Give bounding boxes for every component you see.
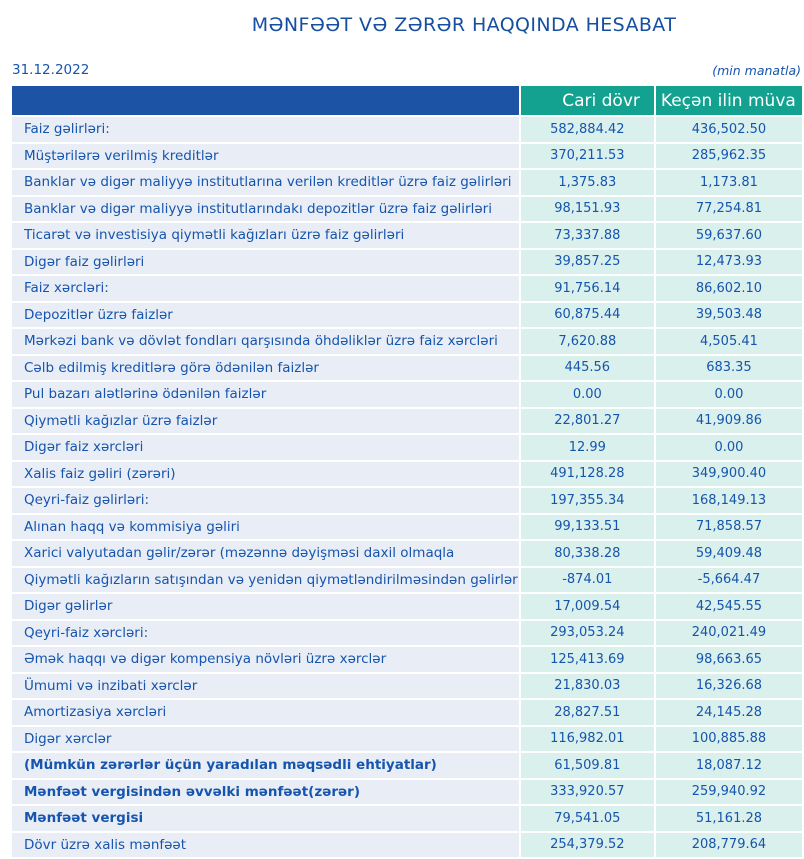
- row-value-previous: 12,473.93: [656, 250, 802, 275]
- table-row: [12, 674, 802, 699]
- row-label-cell: [12, 250, 519, 275]
- table-row: [12, 303, 802, 328]
- row-value-current: 98,151.93: [521, 197, 654, 222]
- row-value-previous: 86,602.10: [656, 276, 802, 301]
- row-label-cell: [12, 488, 519, 513]
- row-label-cell: [12, 674, 519, 699]
- table-row: [12, 780, 802, 805]
- row-label: Müştərilərə verilmiş kreditlər: [24, 147, 219, 164]
- row-label: Digər xərclər: [24, 730, 112, 747]
- row-label: Banklar və digər maliyyə institutlarına verilən kreditlər üzrə faiz gəlirləri: [24, 174, 512, 191]
- row-value-previous: -5,664.47: [656, 568, 802, 593]
- row-label-cell: [12, 356, 519, 381]
- table-row: [12, 568, 802, 593]
- table-row: [12, 382, 802, 407]
- row-value-previous: 39,503.48: [656, 303, 802, 328]
- row-label: Faiz gəlirləri:: [24, 121, 110, 138]
- row-value-current: 39,857.25: [521, 250, 654, 275]
- row-label-cell: [12, 568, 519, 593]
- row-label-cell: [12, 382, 519, 407]
- row-value-current: 91,756.14: [521, 276, 654, 301]
- report-date: 31.12.2022: [12, 62, 90, 78]
- table-row: [12, 594, 802, 619]
- row-label: Dövr üzrə xalis mənfəət: [24, 836, 187, 853]
- row-label-cell: [12, 462, 519, 487]
- row-value-current: 73,337.88: [521, 223, 654, 248]
- row-label-cell: [12, 780, 519, 805]
- row-label: Alınan haqq və kommisiya gəliri: [24, 518, 240, 535]
- table-row: [12, 356, 802, 381]
- row-label: Qiymətli kağızların satışından və yenidən qiymətləndirilməsindən gəlirlər: [24, 571, 518, 588]
- row-value-current: 61,509.81: [521, 753, 654, 778]
- pnl-table: [10, 84, 804, 859]
- row-value-previous: 16,326.68: [656, 674, 802, 699]
- row-value-current: 99,133.51: [521, 515, 654, 540]
- page-title: MƏNFƏƏT VƏ ZƏRƏR HAQQINDA HESABAT: [251, 14, 677, 36]
- row-value-previous: 71,858.57: [656, 515, 802, 540]
- row-value-previous: 683.35: [656, 356, 802, 381]
- table-header-row: [12, 86, 802, 115]
- row-value-previous: 77,254.81: [656, 197, 802, 222]
- row-value-previous: 1,173.81: [656, 170, 802, 195]
- row-value-current: 17,009.54: [521, 594, 654, 619]
- row-value-previous: 51,161.28: [656, 806, 802, 831]
- row-label: Ümumi və inzibati xərclər: [24, 677, 198, 694]
- row-value-previous: 41,909.86: [656, 409, 802, 434]
- row-value-current: 22,801.27: [521, 409, 654, 434]
- row-label-cell: [12, 303, 519, 328]
- table-row: [12, 700, 802, 725]
- row-label-cell: [12, 647, 519, 672]
- row-value-previous: 240,021.49: [656, 621, 802, 646]
- row-label-cell: [12, 223, 519, 248]
- row-value-current: 1,375.83: [521, 170, 654, 195]
- row-label-cell: [12, 170, 519, 195]
- row-label-cell: [12, 541, 519, 566]
- row-label: Pul bazarı alətlərinə ödənilən faizlər: [24, 386, 267, 403]
- row-value-current: 254,379.52: [521, 833, 654, 858]
- row-label: Cəlb edilmiş kreditlərə görə ödənilən faizlər: [24, 359, 319, 376]
- table-row: [12, 329, 802, 354]
- row-label: Amortizasiya xərcləri: [24, 704, 167, 721]
- row-label: Depozitlər üzrə faizlər: [24, 306, 173, 323]
- row-value-current: 21,830.03: [521, 674, 654, 699]
- column-header-current: Cari dövr: [521, 86, 654, 115]
- table-row: [12, 197, 802, 222]
- row-label-cell: [12, 409, 519, 434]
- row-value-current: 491,128.28: [521, 462, 654, 487]
- row-value-current: 28,827.51: [521, 700, 654, 725]
- row-label: Əmək haqqı və digər kompensiya növləri üzrə xərclər: [24, 651, 387, 668]
- table-row: [12, 647, 802, 672]
- row-label-cell: [12, 753, 519, 778]
- row-label-cell: [12, 727, 519, 752]
- row-value-current: 197,355.34: [521, 488, 654, 513]
- table-row: [12, 223, 802, 248]
- table-row: [12, 515, 802, 540]
- row-value-previous: 0.00: [656, 382, 802, 407]
- row-label-cell: [12, 515, 519, 540]
- row-value-current: 80,338.28: [521, 541, 654, 566]
- table-row: [12, 250, 802, 275]
- row-label: Qiymətli kağızlar üzrə faizlər: [24, 412, 218, 429]
- row-label: Qeyri-faiz xərcləri:: [24, 624, 149, 641]
- row-value-previous: 42,545.55: [656, 594, 802, 619]
- table-row: [12, 488, 802, 513]
- row-value-current: 582,884.42: [521, 117, 654, 142]
- row-label-cell: [12, 621, 519, 646]
- row-value-current: 116,982.01: [521, 727, 654, 752]
- column-header-previous: Keçən ilin müva: [656, 86, 802, 115]
- row-value-current: 79,541.05: [521, 806, 654, 831]
- row-label-cell: [12, 117, 519, 142]
- table-row: [12, 435, 802, 460]
- row-value-current: 125,413.69: [521, 647, 654, 672]
- row-label-cell: [12, 435, 519, 460]
- row-label: Ticarət və investisiya qiymətli kağızları üzrə faiz gəlirləri: [24, 227, 405, 244]
- row-label: Faiz xərcləri:: [24, 280, 109, 297]
- row-value-current: -874.01: [521, 568, 654, 593]
- row-value-previous: 208,779.64: [656, 833, 802, 858]
- row-label-cell: [12, 833, 519, 858]
- row-label: (Mümkün zərərlər üçün yaradılan məqsədli ehtiyatlar): [24, 757, 437, 774]
- row-label-cell: [12, 594, 519, 619]
- row-label-cell: [12, 329, 519, 354]
- row-label: Xalis faiz gəliri (zərəri): [24, 465, 176, 482]
- row-value-current: 7,620.88: [521, 329, 654, 354]
- title-bar: [0, 14, 804, 46]
- row-value-current: 0.00: [521, 382, 654, 407]
- row-label-cell: [12, 806, 519, 831]
- row-value-previous: 100,885.88: [656, 727, 802, 752]
- row-value-previous: 98,663.65: [656, 647, 802, 672]
- row-value-current: 370,211.53: [521, 144, 654, 169]
- table-row: [12, 409, 802, 434]
- row-label: Mənfəət vergisi: [24, 810, 144, 827]
- table-row: [12, 276, 802, 301]
- row-value-current: 60,875.44: [521, 303, 654, 328]
- row-value-current: 445.56: [521, 356, 654, 381]
- row-value-previous: 436,502.50: [656, 117, 802, 142]
- row-label: Digər gəlirlər: [24, 598, 113, 615]
- row-value-previous: 259,940.92: [656, 780, 802, 805]
- unit-note: (min manatla): [712, 63, 801, 78]
- row-label: Mənfəət vergisindən əvvəlki mənfəət(zərər): [24, 783, 360, 800]
- table-row: [12, 753, 802, 778]
- row-value-previous: 24,145.28: [656, 700, 802, 725]
- row-label: Digər faiz xərcləri: [24, 439, 144, 456]
- row-value-previous: 349,900.40: [656, 462, 802, 487]
- meta-row: [12, 62, 801, 78]
- row-label: Mərkəzi bank və dövlət fondları qarşısında öhdəliklər üzrə faiz xərcləri: [24, 333, 498, 350]
- table-row: [12, 806, 802, 831]
- blank-header-cell: [12, 86, 519, 115]
- row-value-previous: 18,087.12: [656, 753, 802, 778]
- table-row: [12, 541, 802, 566]
- row-value-previous: 168,149.13: [656, 488, 802, 513]
- row-value-current: 293,053.24: [521, 621, 654, 646]
- row-label: Qeyri-faiz gəlirləri:: [24, 492, 150, 509]
- table-row: [12, 117, 802, 142]
- row-value-current: 333,920.57: [521, 780, 654, 805]
- row-label-cell: [12, 144, 519, 169]
- table-row: [12, 462, 802, 487]
- row-value-previous: 59,637.60: [656, 223, 802, 248]
- table-row: [12, 833, 802, 858]
- row-label-cell: [12, 197, 519, 222]
- row-label: Digər faiz gəlirləri: [24, 253, 145, 270]
- row-value-previous: 59,409.48: [656, 541, 802, 566]
- row-label: Banklar və digər maliyyə institutlarındakı depozitlər üzrə faiz gəlirləri: [24, 200, 492, 217]
- row-value-previous: 0.00: [656, 435, 802, 460]
- row-label-cell: [12, 276, 519, 301]
- row-value-current: 12.99: [521, 435, 654, 460]
- table-row: [12, 144, 802, 169]
- row-value-previous: 285,962.35: [656, 144, 802, 169]
- table-row: [12, 727, 802, 752]
- table-row: [12, 621, 802, 646]
- row-label: Xarici valyutadan gəlir/zərər (məzənnə dəyişməsi daxil olmaqla: [24, 545, 455, 562]
- row-value-previous: 4,505.41: [656, 329, 802, 354]
- table-row: [12, 170, 802, 195]
- row-label-cell: [12, 700, 519, 725]
